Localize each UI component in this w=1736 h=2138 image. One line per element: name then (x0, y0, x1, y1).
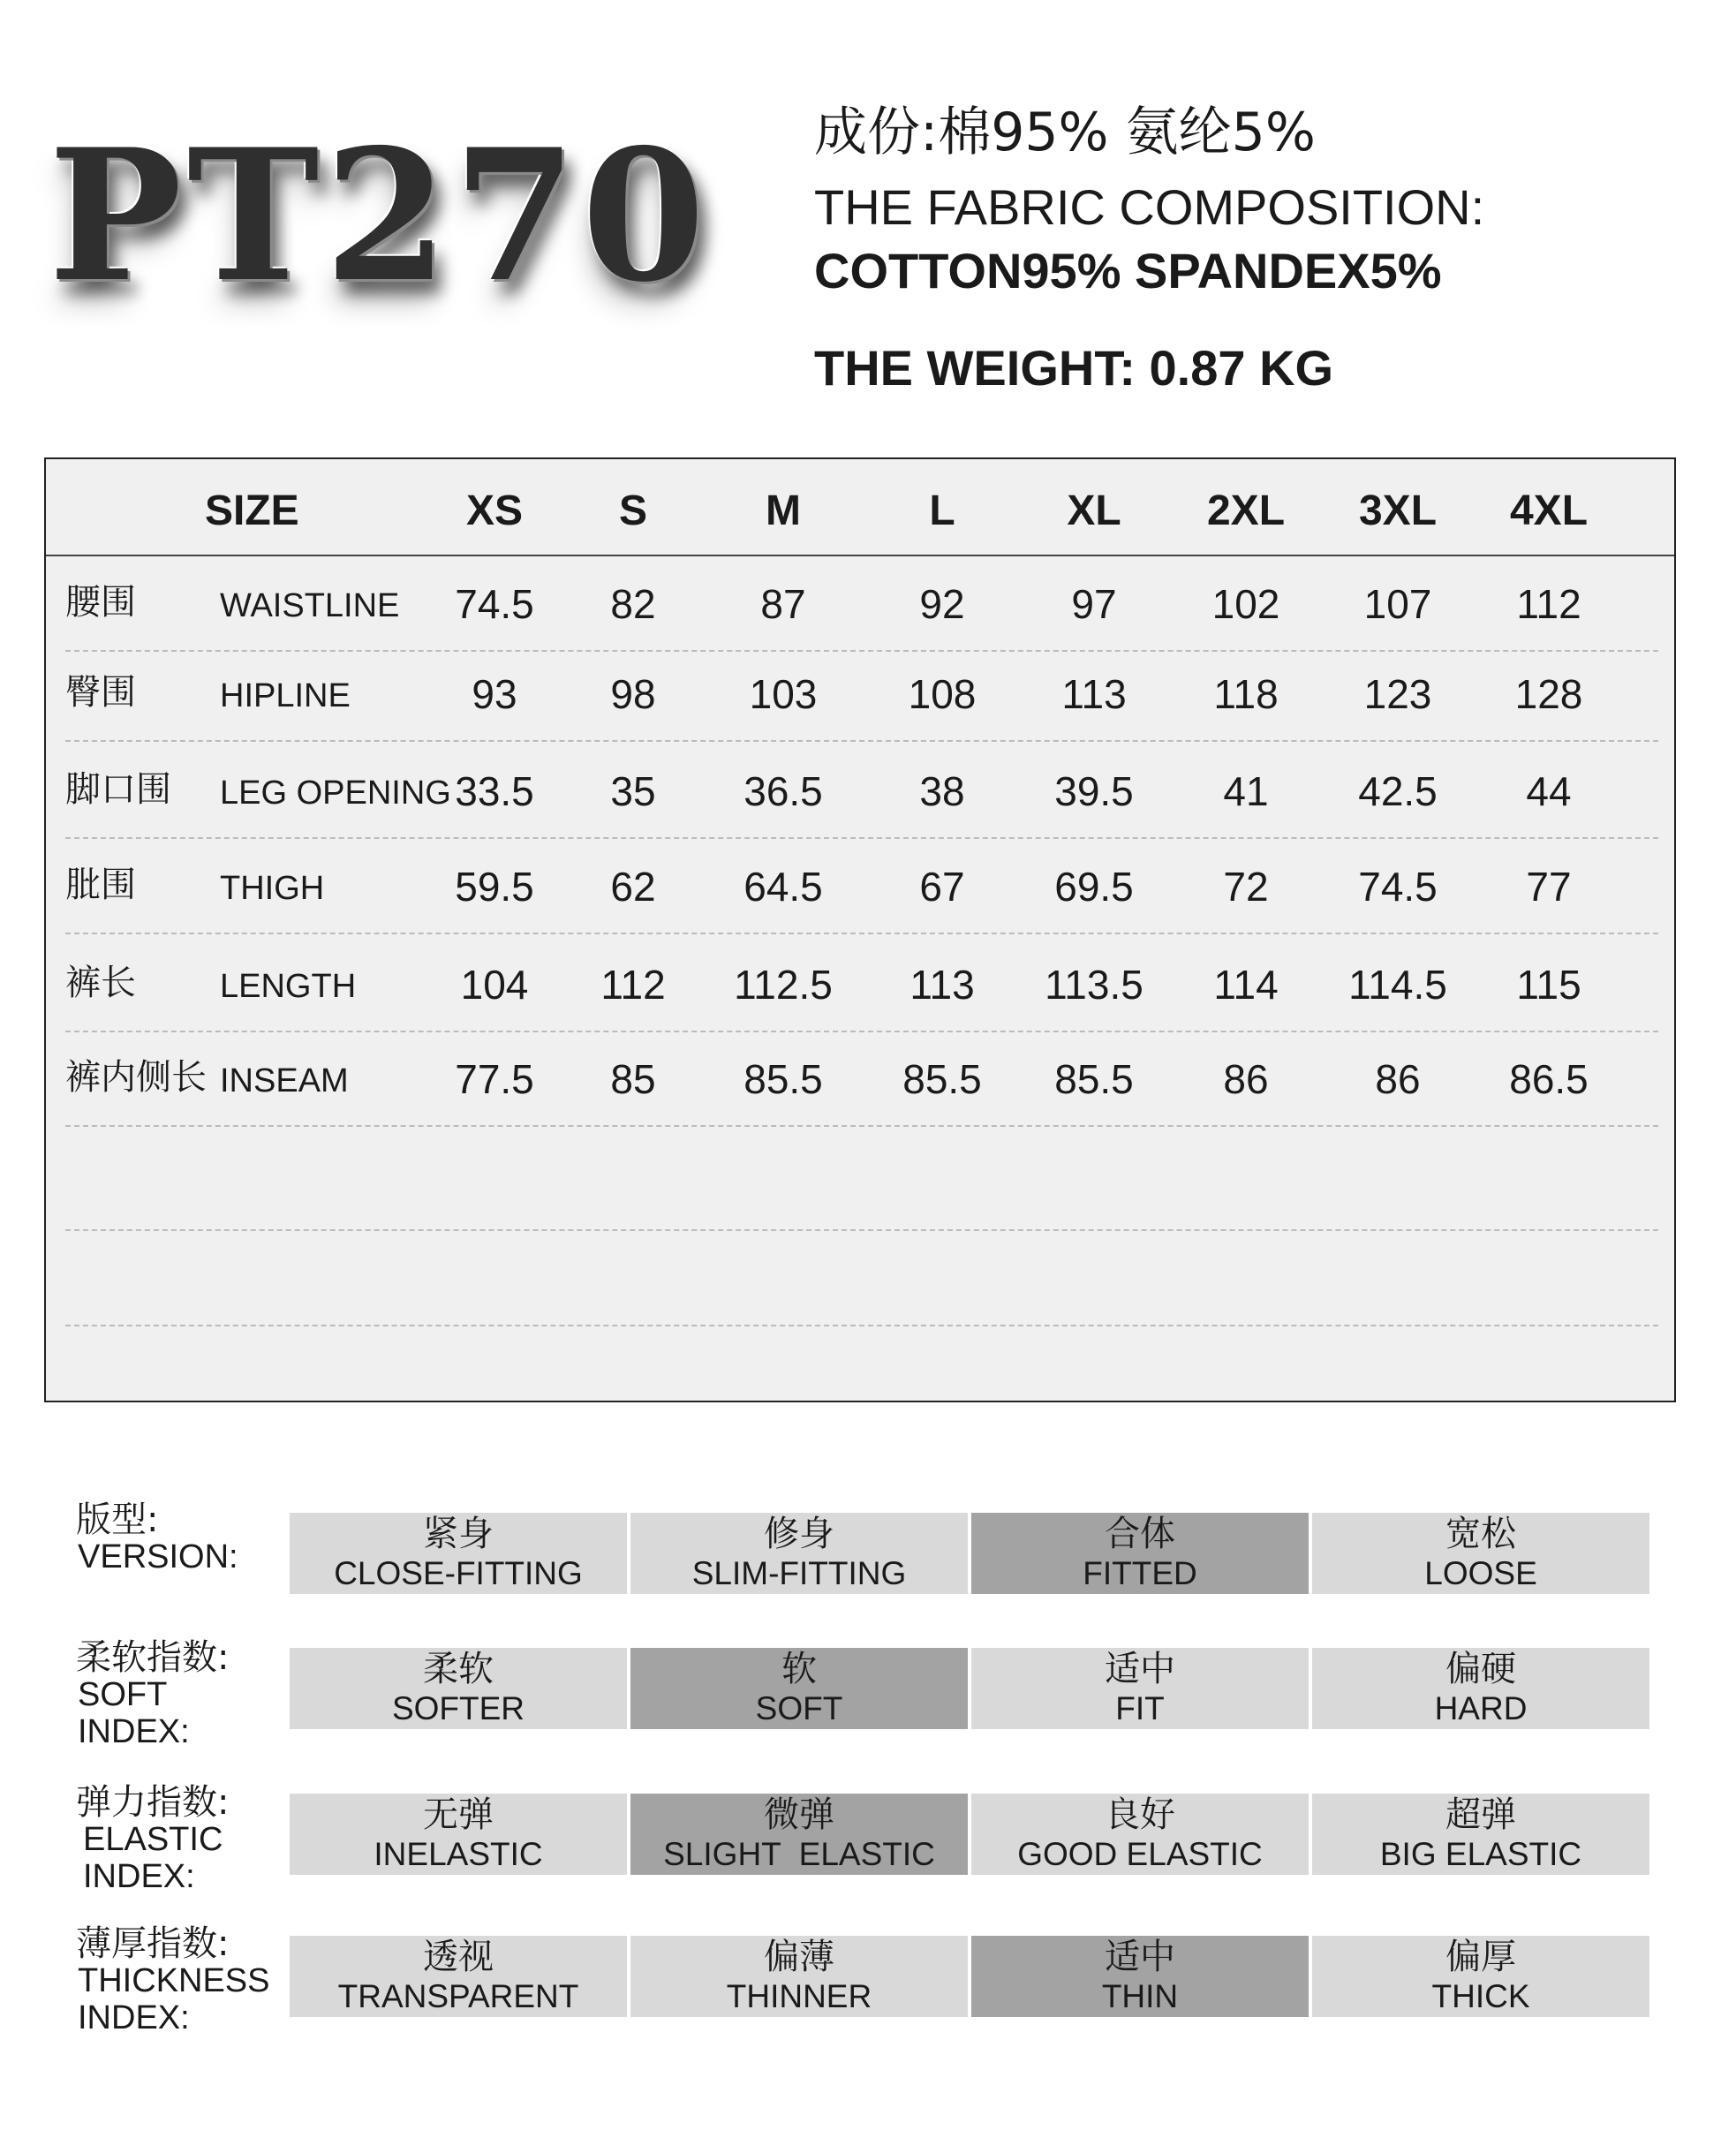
product-code-logo: PT270 (49, 110, 711, 322)
table-cell: 112 (600, 962, 666, 1008)
table-cell: 36.5 (743, 768, 823, 814)
option-label-en: INELASTIC (374, 1836, 543, 1872)
option-label-en: THICK (1431, 1978, 1530, 2014)
index-option (971, 1648, 1309, 1729)
size-label: SIZE (205, 487, 299, 534)
table-cell: 85.5 (743, 1056, 823, 1102)
table-row (65, 646, 1658, 742)
option-label-cn: 良好 (1105, 1794, 1175, 1835)
option-label-en: BIG ELASTIC (1379, 1836, 1582, 1872)
index-label-en: ELASTIC INDEX: (83, 1821, 223, 1895)
table-cell: 64.5 (743, 864, 823, 910)
table-cell: 114 (1213, 962, 1279, 1008)
measure-label-en: INSEAM (220, 1062, 349, 1099)
table-cell: 87 (760, 581, 806, 627)
table-cell: 74.5 (1358, 864, 1438, 910)
option-label-cn: 透视 (423, 1937, 494, 1977)
option-label-cn: 软 (781, 1649, 817, 1689)
measure-label-cn: 臀围 (65, 672, 136, 713)
index-option (1312, 1513, 1649, 1594)
table-cell: 123 (1363, 671, 1432, 717)
empty-row-divider (65, 1325, 1658, 1326)
size-header-l: L (929, 487, 955, 534)
size-header-4xl: 4XL (1509, 487, 1589, 534)
table-cell: 39.5 (1054, 768, 1134, 814)
table-cell: 77.5 (455, 1056, 534, 1102)
index-option (290, 1648, 627, 1729)
table-cell: 112 (1516, 581, 1581, 627)
index-option (630, 1936, 968, 2017)
row-divider (65, 1125, 1658, 1127)
measure-label-cn: 腰围 (65, 582, 136, 623)
measure-label-cn: 裤内侧长 (65, 1057, 207, 1098)
index-label-cn: 版型: (76, 1500, 159, 1540)
table-cell: 59.5 (455, 864, 534, 910)
table-cell: 118 (1213, 671, 1279, 717)
size-header-row (46, 459, 1674, 556)
composition-en: COTTON95% SPANDEX5% (814, 243, 1442, 298)
measure-label-cn: 肶围 (65, 865, 136, 905)
index-label-en: SOFT INDEX: (78, 1676, 190, 1750)
index-label (76, 1784, 229, 1895)
table-row (65, 1031, 1658, 1127)
measure-label-en: LEG OPENING (220, 774, 451, 812)
table-cell: 74.5 (455, 581, 534, 627)
index-option (1312, 1794, 1649, 1875)
option-label-cn: 宽松 (1445, 1514, 1516, 1554)
index-option (971, 1794, 1309, 1875)
table-cell: 44 (1526, 768, 1572, 814)
option-label-cn: 适中 (1105, 1937, 1175, 1977)
table-cell: 67 (919, 864, 965, 910)
table-cell: 108 (908, 671, 977, 717)
option-label-en: TRANSPARENT (337, 1978, 579, 2014)
size-header-3xl: 3XL (1358, 487, 1438, 534)
size-header-s: S (618, 487, 647, 534)
table-row (65, 937, 1658, 1032)
option-label-en: SOFT (755, 1690, 843, 1726)
table-cell: 113 (1061, 671, 1127, 717)
table-cell: 86.5 (1509, 1056, 1589, 1102)
table-row (65, 839, 1658, 934)
measure-label-en: LENGTH (220, 968, 357, 1005)
index-option-selected (630, 1648, 968, 1729)
option-label-en: FIT (1115, 1690, 1165, 1726)
measure-label-cn: 裤长 (65, 963, 136, 1003)
size-header-xl: XL (1067, 487, 1121, 534)
option-label-en: LOOSE (1424, 1555, 1537, 1591)
option-label-en: FITTED (1083, 1555, 1197, 1591)
table-cell: 93 (472, 671, 517, 717)
option-label-en: GOOD ELASTIC (1017, 1836, 1263, 1872)
table-cell: 86 (1223, 1056, 1269, 1102)
table-row (65, 744, 1658, 839)
table-cell: 82 (610, 581, 656, 627)
index-option (1312, 1648, 1649, 1729)
option-label-cn: 合体 (1105, 1514, 1175, 1554)
size-chart-table (44, 457, 1676, 1402)
option-label-cn: 偏厚 (1445, 1937, 1516, 1977)
size-header-xs: XS (465, 487, 524, 534)
table-cell: 112.5 (734, 962, 833, 1008)
measure-label-cn: 脚口围 (65, 769, 171, 810)
size-header-m: M (766, 487, 801, 534)
option-label-cn: 偏硬 (1445, 1649, 1516, 1689)
measure-label-en: HIPLINE (220, 677, 351, 714)
index-option (290, 1513, 627, 1594)
table-cell: 38 (919, 768, 965, 814)
index-option-selected (971, 1513, 1309, 1594)
option-label-cn: 适中 (1105, 1649, 1175, 1689)
index-option-selected (971, 1936, 1309, 2017)
option-label-cn: 超弹 (1445, 1794, 1516, 1835)
table-row (65, 556, 1658, 652)
table-cell: 103 (749, 671, 818, 717)
index-label (76, 1925, 269, 2036)
index-option (630, 1513, 968, 1594)
option-label-cn: 偏薄 (764, 1937, 834, 1977)
index-label-en: THICKNESS INDEX: (78, 1962, 270, 2036)
index-label-cn: 薄厚指数: (76, 1923, 230, 1964)
table-cell: 85.5 (1054, 1056, 1134, 1102)
table-cell: 86 (1375, 1056, 1421, 1102)
index-label-cn: 柔软指数: (76, 1637, 230, 1678)
table-cell: 69.5 (1054, 864, 1134, 910)
table-cell: 102 (1211, 581, 1280, 627)
row-divider (65, 933, 1658, 934)
index-option (290, 1794, 627, 1875)
table-cell: 115 (1516, 962, 1581, 1008)
table-cell: 98 (610, 671, 656, 717)
option-label-cn: 柔软 (423, 1649, 494, 1689)
option-label-cn: 无弹 (423, 1794, 494, 1835)
table-cell: 92 (919, 581, 965, 627)
option-label-cn: 紧身 (423, 1514, 494, 1554)
row-divider (65, 740, 1658, 742)
option-label-en: HARD (1434, 1690, 1528, 1726)
option-label-en: SLIGHT ELASTIC (663, 1836, 935, 1872)
composition-cn: 成份:棉95% 氨纶5% (814, 102, 1316, 163)
option-label-en: THIN (1101, 1978, 1179, 2014)
index-option (290, 1936, 627, 2017)
empty-row-divider (65, 1229, 1658, 1231)
measure-label-en: WAISTLINE (220, 587, 400, 624)
table-cell: 35 (610, 768, 656, 814)
option-label-en: SLIM-FITTING (691, 1555, 907, 1591)
measure-label-en: THIGH (220, 870, 325, 907)
option-label-en: THINNER (726, 1978, 872, 2014)
index-option (1312, 1936, 1649, 2017)
size-header-2xl: 2XL (1206, 487, 1286, 534)
table-cell: 33.5 (455, 768, 534, 814)
table-cell: 42.5 (1358, 768, 1438, 814)
index-label (76, 1501, 238, 1575)
index-label-en: VERSION: (78, 1538, 238, 1575)
table-cell: 85 (610, 1056, 656, 1102)
table-cell: 114.5 (1348, 962, 1447, 1008)
table-cell: 72 (1223, 864, 1269, 910)
table-cell: 113.5 (1045, 962, 1143, 1008)
table-cell: 41 (1223, 768, 1269, 814)
table-cell: 97 (1071, 581, 1117, 627)
table-cell: 77 (1526, 864, 1572, 910)
option-label-cn: 修身 (764, 1514, 834, 1554)
option-label-en: CLOSE-FITTING (334, 1555, 583, 1591)
table-cell: 128 (1514, 671, 1583, 717)
weight-text: THE WEIGHT: 0.87 KG (814, 340, 1334, 396)
table-cell: 62 (610, 864, 656, 910)
table-cell: 113 (910, 962, 975, 1008)
table-cell: 85.5 (902, 1056, 982, 1102)
option-label-en: SOFTER (391, 1690, 525, 1726)
index-label-cn: 弹力指数: (76, 1782, 230, 1823)
table-cell: 104 (460, 962, 529, 1008)
index-label (76, 1639, 229, 1750)
index-option-selected (630, 1794, 968, 1875)
table-cell: 107 (1363, 581, 1432, 627)
option-label-cn: 微弹 (764, 1794, 834, 1835)
composition-label-en: THE FABRIC COMPOSITION: (814, 179, 1485, 235)
